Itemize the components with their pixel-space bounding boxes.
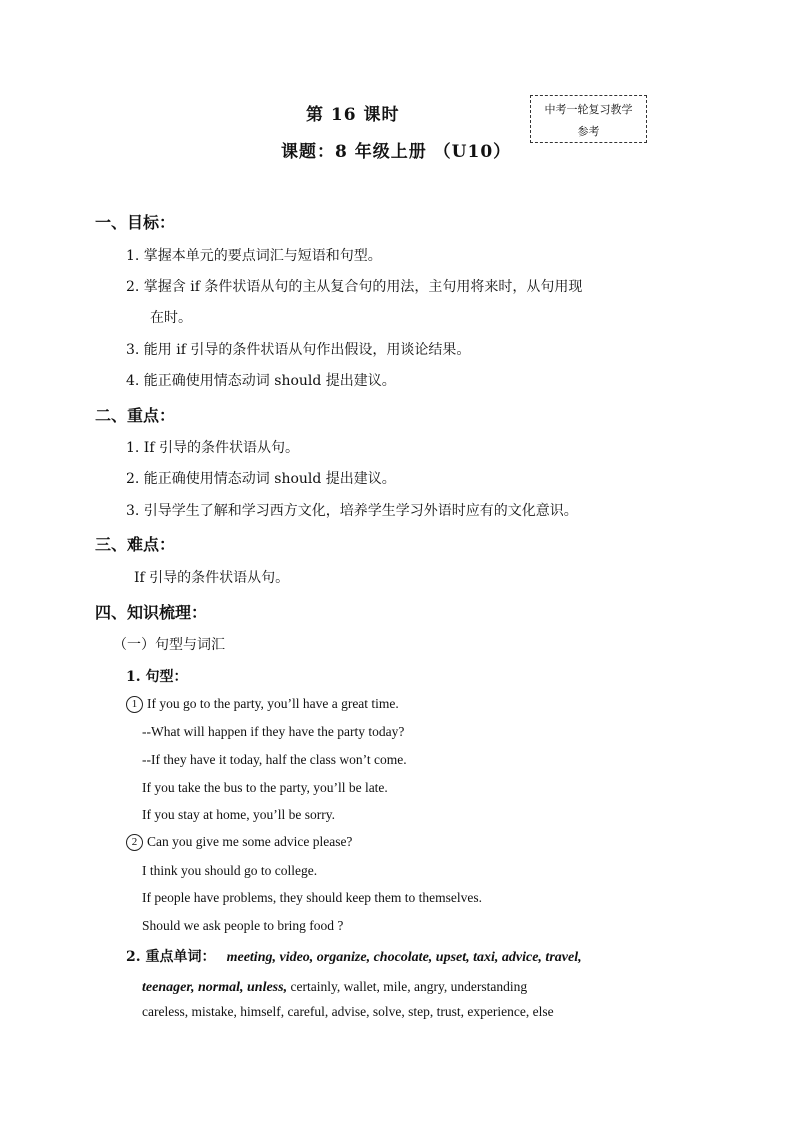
section-heading-key-points: 二、重点： [95, 406, 176, 425]
section-heading-knowledge: 四、知识梳理： [95, 603, 208, 622]
stamp-line-2: 参考 [577, 125, 600, 138]
key-words-plain: certainly, wallet, mile, angry, understanding [287, 979, 528, 994]
sentence-line [126, 834, 352, 851]
sentence-line [126, 696, 399, 713]
words-line: careless, mistake, himself, careful, advise, solve, step, trust, experience, else [142, 1004, 554, 1019]
lesson-title: 第 16 课时 [306, 105, 400, 125]
key-point-item: 2. 能正确使用情态动词 should 提出建议。 [126, 471, 396, 487]
lesson-subtitle: 课题：8 年级上册 （U10） [281, 142, 512, 162]
goal-item: 4. 能正确使用情态动词 should 提出建议。 [126, 373, 396, 389]
circled-number: 2 [126, 834, 143, 851]
goal-item: 2. 掌握含 if 条件状语从句的主从复合句的用法，主句用将来时，从句用现 [126, 279, 583, 295]
key-point-item: 1. If 引导的条件状语从句。 [126, 440, 299, 456]
words-heading: 2. 重点单词： [126, 949, 216, 965]
sentence-line: If you take the bus to the party, you’ll be late. [142, 780, 388, 795]
sentence-line: If people have problems, they should keep them to themselves. [142, 890, 483, 905]
key-words-bold: teenager, normal, unless, [142, 980, 288, 995]
sentence-line: --If they have it today, half the class won’t come. [142, 752, 407, 767]
words-line [126, 946, 582, 966]
section-heading-goals: 一、目标： [95, 213, 176, 232]
stamp-line-1: 中考一轮复习教学 [544, 103, 633, 116]
sentence-line: I think you should go to college. [142, 863, 318, 878]
sentence-line: --What will happen if they have the party today? [142, 724, 405, 739]
goal-item: 3. 能用 if 引导的条件状语从句作出假设，用谈论结果。 [126, 342, 471, 358]
subsection-heading: （一）句型与词汇 [113, 637, 225, 653]
sentence-line: Should we ask people to bring food ? [142, 918, 344, 933]
sentence-line: If you stay at home, you’ll be sorry. [142, 807, 335, 822]
difficulty-item: If 引导的条件状语从句。 [134, 570, 290, 586]
sentences-heading: 1. 句型： [126, 669, 188, 685]
words-line [142, 976, 527, 996]
key-point-item: 3. 引导学生了解和学习西方文化，培养学生学习外语时应有的文化意识。 [126, 503, 578, 519]
goal-item-continued: 在时。 [150, 310, 192, 326]
key-words-bold: meeting, video, organize, chocolate, upset, taxi, advice, travel, [226, 950, 582, 965]
section-heading-difficulties: 三、难点： [95, 535, 176, 554]
sentence-text: If you go to the party, you’ll have a great time. [147, 696, 399, 711]
sentence-text: Can you give me some advice please? [147, 834, 353, 849]
goal-item: 1. 掌握本单元的要点词汇与短语和句型。 [126, 248, 382, 264]
reference-stamp [530, 95, 647, 143]
circled-number: 1 [126, 696, 143, 713]
